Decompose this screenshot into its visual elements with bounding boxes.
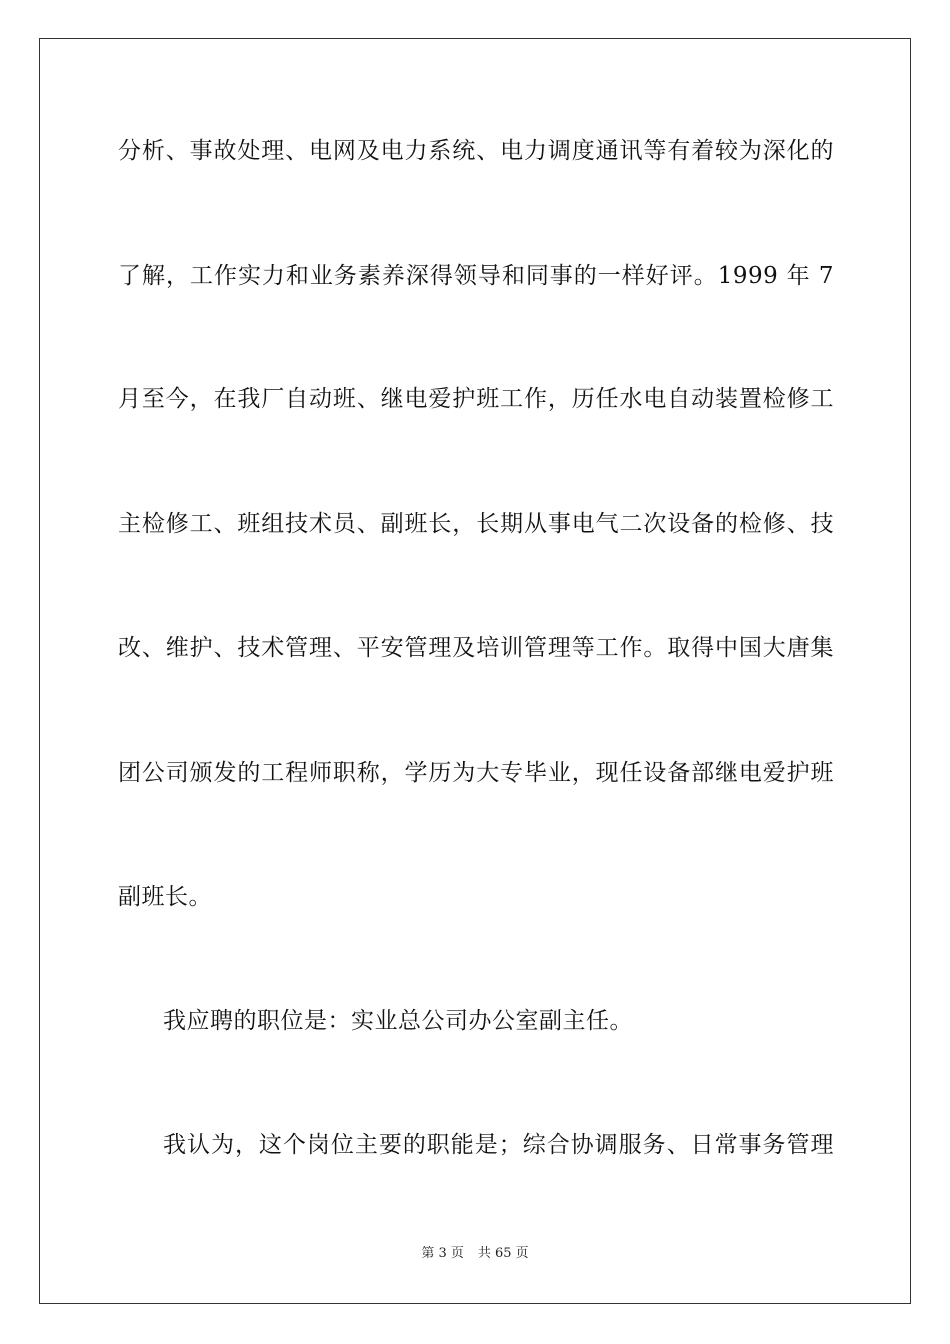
body-line-4: 主检修工、班组技术员、副班长，长期从事电气二次设备的检修、技 [118, 511, 834, 537]
body-line-3: 月至今，在我厂自动班、继电爱护班工作，历任水电自动装置检修工 [118, 386, 834, 412]
page-number: 第 3 页 [421, 1246, 464, 1261]
body-line-6: 团公司颁发的工程师职称，学历为大专毕业，现任设备部继电爱护班 [118, 760, 834, 786]
page-footer [0, 1245, 950, 1263]
body-line-7: 副班长。 [118, 884, 212, 910]
body-line-1: 分析、事故处理、电网及电力系统、电力调度通讯等有着较为深化的 [118, 138, 834, 164]
paragraph-position: 我应聘的职位是：实业总公司办公室副主任。 [163, 1008, 633, 1034]
body-line-2: 了解，工作实力和业务素养深得领导和同事的一样好评。1999 年 7 [118, 263, 834, 289]
paragraph-responsibilities: 我认为，这个岗位主要的职能是；综合协调服务、日常事务管理 [163, 1132, 834, 1158]
body-line-5: 改、维护、技术管理、平安管理及培训管理等工作。取得中国大唐集 [118, 635, 834, 661]
page-total: 共 65 页 [477, 1246, 529, 1261]
page-border [39, 38, 911, 1304]
